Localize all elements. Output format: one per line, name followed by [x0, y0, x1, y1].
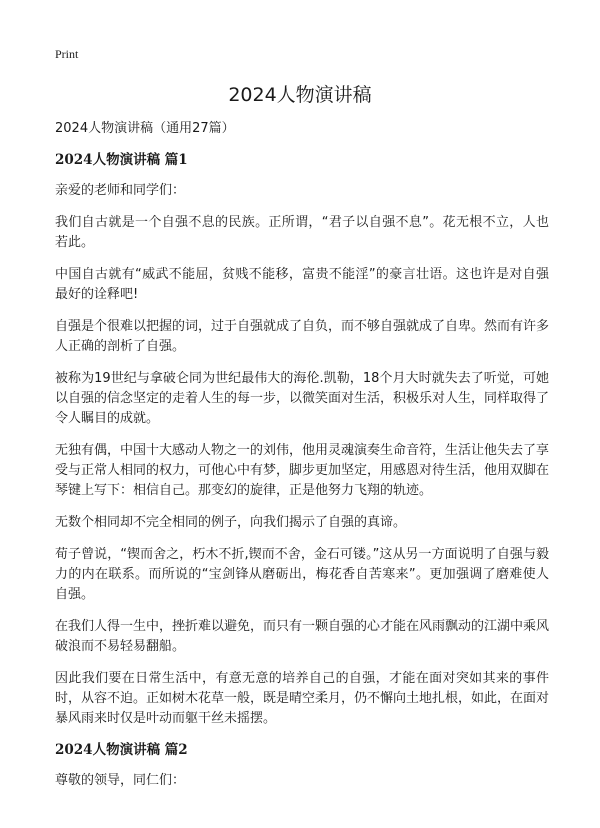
section-2 — [55, 741, 549, 791]
document-body — [55, 120, 549, 803]
paragraph: 荀子曾说，“锲而舍之，朽木不折,锲而不舍，金石可镂。”这从另一方面说明了自强与毅力的内在联系。而所说的“宝剑锋从磨砺出，梅花香自苦寒来”。更加强调了磨难使人自强。 — [55, 547, 549, 602]
print-link[interactable]: Print — [55, 47, 79, 61]
paragraph: 在我们人得一生中，挫折难以避免，而只有一颗自强的心才能在风雨飘动的江湖中乘风破浪而不易轻易翻船。 — [55, 619, 550, 654]
paragraph: 因此我们要在日常生活中，有意无意的培养自己的自强，才能在面对突如其来的事件时，从容不迫。正如树木花草一般，既是晴空柔月，仍不懈向土地扎根，如此，在面对暴风雨来时仅是叶动而躯干丝未摇摆。 — [55, 671, 550, 726]
paragraph: 亲爱的老师和同学们： — [55, 183, 186, 198]
section-heading: 2024人物演讲稿 篇2 — [55, 742, 188, 758]
document-title: 2024人物演讲稿 — [228, 84, 372, 106]
document-subtitle: 2024人物演讲稿（通用27篇） — [55, 121, 235, 136]
paragraph: 尊敬的领导，同仁们： — [55, 773, 186, 788]
paragraph: 中国自古就有“威武不能屈，贫贱不能移，富贵不能淫”的豪言壮语。这也许是对自强最好的诠释吧! — [55, 267, 549, 302]
paragraph: 无独有偶，中国十大感动人物之一的刘伟，他用灵魂演奏生命音符，生活让他失去了享受与正常人相同的权力，可他心中有梦，脚步更加坚定，用感恩对待生活，他用双脚在琴键上写下：相信自己。那变幻的旋律，正是他努力飞翔的轨迹。 — [55, 443, 550, 498]
section-heading: 2024人物演讲稿 篇1 — [55, 152, 188, 168]
paragraph: 无数个相同却不完全相同的例子，向我们揭示了自强的真谛。 — [55, 515, 407, 530]
paragraph: 自强是个很难以把握的词，过于自强就成了自负，而不够自强就成了自卑。然而有许多人正确的剖析了自强。 — [55, 319, 550, 354]
paragraph: 我们自古就是一个自强不息的民族。正所谓，“君子以自强不息”。花无根不立，人也若此。 — [55, 215, 549, 250]
paragraph: 被称为19世纪与拿破仑同为世纪最伟大的海伦.凯勒，18个月大时就失去了听觉，可她以自强的信念坚定的走着人生的每一步，以微笑面对生活，积极乐对人生，同样取得了令人瞩目的成就。 — [55, 371, 550, 426]
section-1 — [55, 151, 549, 729]
